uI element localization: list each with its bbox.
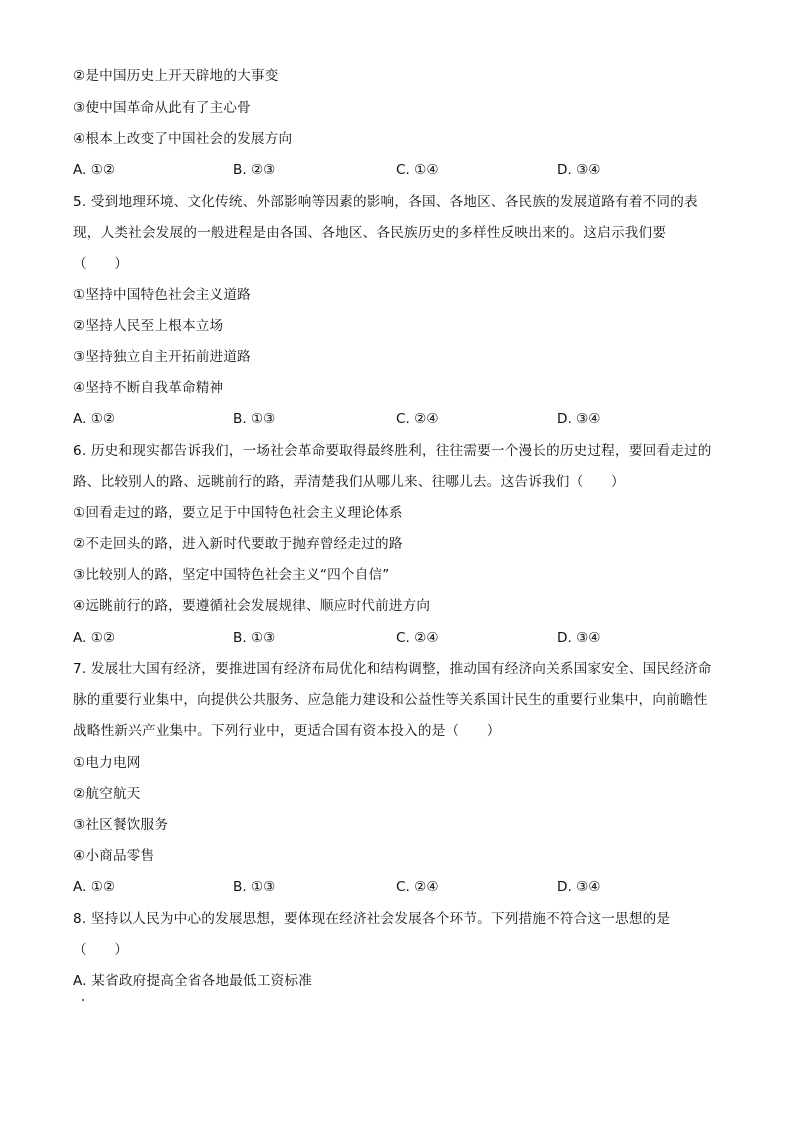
q5-answer-bracket: （ ）	[73, 256, 129, 272]
q7-option-b: B. ①③	[233, 879, 276, 895]
q4-item-2: ②是中国历史上开天辟地的大事变	[73, 68, 279, 84]
q7-item-4: ④小商品零售	[73, 848, 155, 864]
q6-item-4: ④远眺前行的路，要遵循社会发展规律、顺应时代前进方向	[73, 598, 431, 614]
q6-item-2: ②不走回头的路，进入新时代要敢于抛弃曾经走过的路	[73, 536, 403, 552]
q6-option-d: D. ③④	[557, 630, 601, 646]
q5-option-d: D. ③④	[557, 411, 601, 427]
q7-stem-line-1: 7. 发展壮大国有经济，要推进国有经济布局优化和结构调整，推动国有经济向关系国家安全、国民经济命	[73, 661, 712, 677]
stray-dot	[82, 999, 84, 1001]
q8-option-a: A. 某省政府提高全省各地最低工资标准	[73, 973, 313, 989]
q6-stem-line-2: 路、比较别人的路、远眺前行的路，弄清楚我们从哪儿来、往哪儿去。这告诉我们（ ）	[73, 474, 625, 490]
q7-option-a: A. ①②	[73, 879, 116, 895]
q5-stem-line-2: 现，人类社会发展的一般进程是由各国、各地区、各民族历史的多样性反映出来的。这启示我们要	[73, 225, 667, 241]
q6-item-3: ③比较别人的路，坚定中国特色社会主义“四个自信”	[73, 567, 390, 583]
q5-item-4: ④坚持不断自我革命精神	[73, 380, 224, 396]
q5-item-1: ①坚持中国特色社会主义道路	[73, 287, 251, 303]
q7-stem-line-2: 脉的重要行业集中，向提供公共服务、应急能力建设和公益性等关系国计民生的重要行业集中，向前瞻性	[73, 692, 708, 708]
q5-item-3: ③坚持独立自主开拓前进道路	[73, 349, 251, 365]
q4-option-c: C. ①④	[396, 162, 439, 178]
q5-option-a: A. ①②	[73, 411, 116, 427]
q5-item-2: ②坚持人民至上根本立场	[73, 318, 224, 334]
q6-option-b: B. ①③	[233, 630, 276, 646]
q5-stem-line-1: 5. 受到地理环境、文化传统、外部影响等因素的影响，各国、各地区、各民族的发展道路有着不同的表	[73, 194, 698, 210]
q6-option-a: A. ①②	[73, 630, 116, 646]
q5-option-b: B. ①③	[233, 411, 276, 427]
q7-item-3: ③社区餐饮服务	[73, 817, 169, 833]
q4-item-4: ④根本上改变了中国社会的发展方向	[73, 131, 293, 147]
q8-stem-line-1: 8. 坚持以人民为中心的发展思想，要体现在经济社会发展各个环节。下列措施不符合这一思想的是	[73, 911, 671, 927]
q7-stem-line-3: 战略性新兴产业集中。下列行业中，更适合国有资本投入的是（ ）	[73, 723, 501, 739]
q7-option-d: D. ③④	[557, 879, 601, 895]
q7-option-c: C. ②④	[396, 879, 439, 895]
q5-option-c: C. ②④	[396, 411, 439, 427]
q7-item-2: ②航空航天	[73, 786, 141, 802]
q6-option-c: C. ②④	[396, 630, 439, 646]
q6-stem-line-1: 6. 历史和现实都告诉我们，一场社会革命要取得最终胜利，往往需要一个漫长的历史过程，要回看走过的	[73, 443, 712, 459]
q8-answer-bracket: （ ）	[73, 942, 129, 958]
q6-item-1: ①回看走过的路，要立足于中国特色社会主义理论体系	[73, 505, 403, 521]
q7-item-1: ①电力电网	[73, 755, 141, 771]
q4-option-a: A. ①②	[73, 162, 116, 178]
q4-item-3: ③使中国革命从此有了主心骨	[73, 100, 251, 116]
q4-option-d: D. ③④	[557, 162, 601, 178]
q4-option-b: B. ②③	[233, 162, 276, 178]
